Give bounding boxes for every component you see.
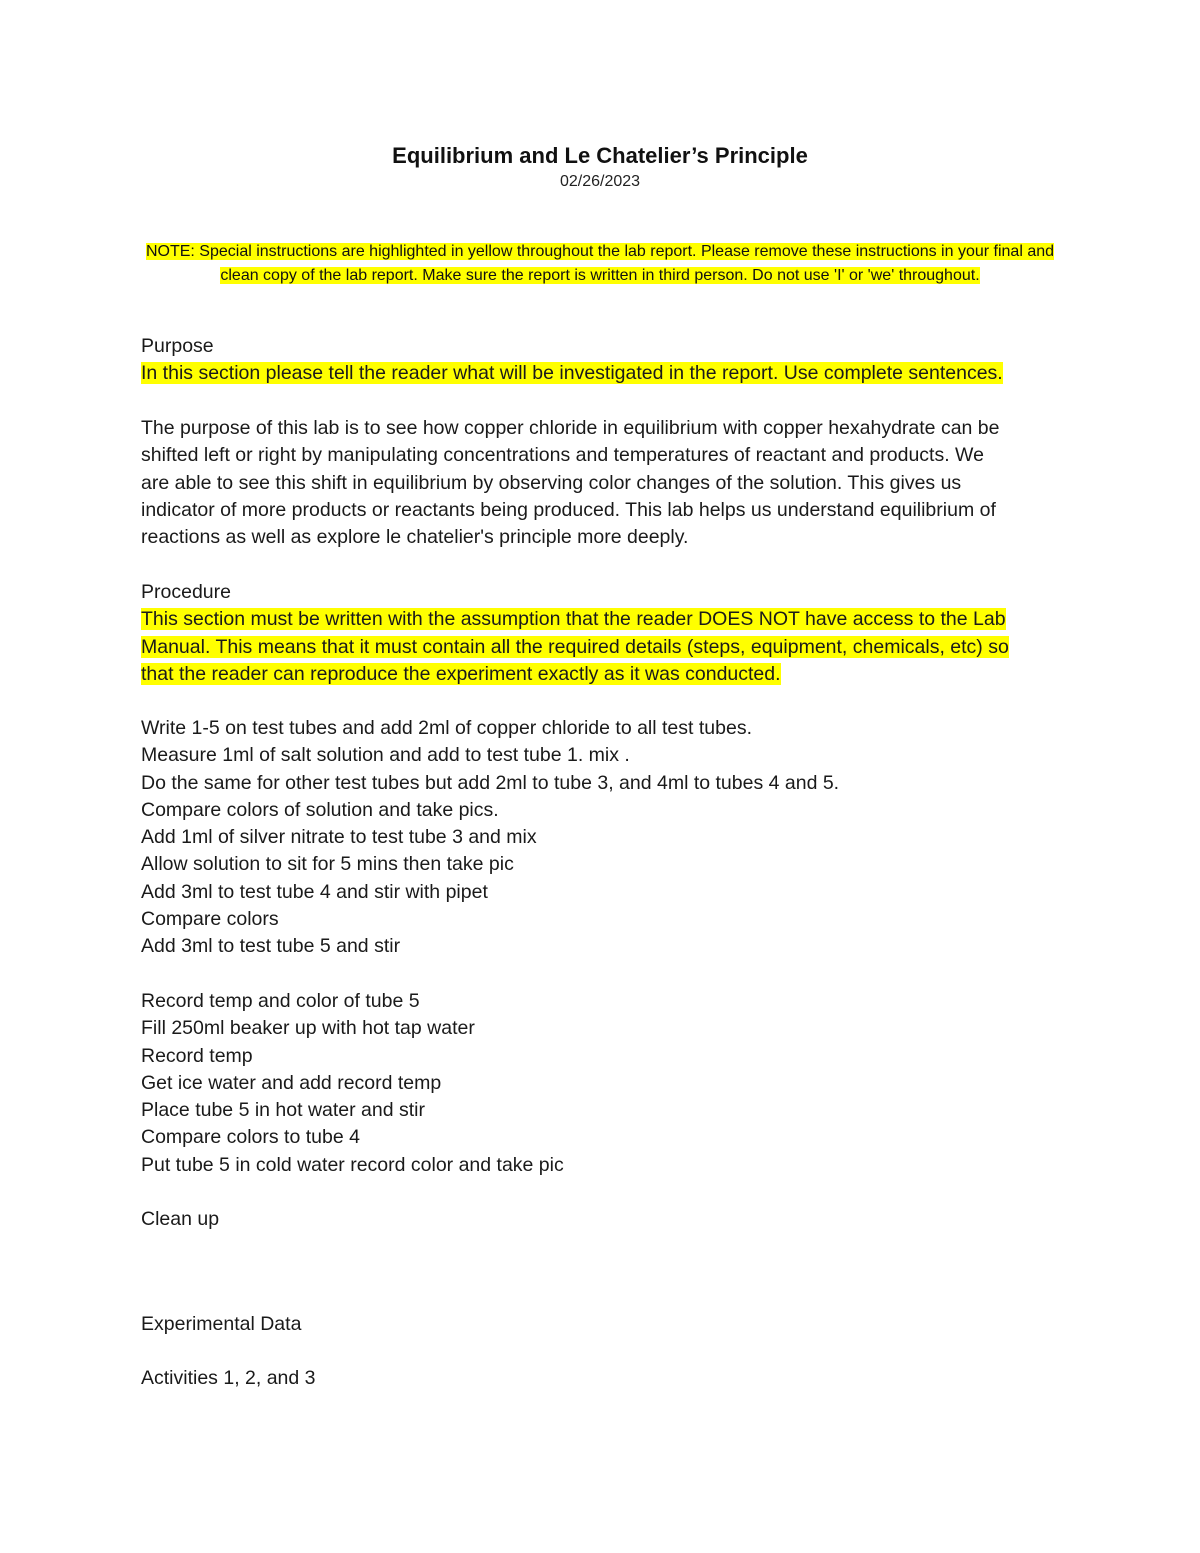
purpose-body (141, 415, 1061, 551)
procedure-step: Do the same for other test tubes but add 2ml to tube 3, and 4ml to tubes 4 and 5. (141, 771, 840, 794)
purpose-line: are able to see this shift in equilibrium by observing color changes of the solution. This gives us (141, 471, 962, 494)
purpose-heading: Purpose (141, 335, 214, 357)
activities-section (141, 1365, 1061, 1392)
procedure-step: Add 1ml of silver nitrate to test tube 3 and mix (141, 826, 537, 849)
procedure-section (141, 579, 1061, 688)
procedure-step: Record temp (141, 1044, 253, 1067)
procedure-step: Add 3ml to test tube 5 and stir (141, 935, 401, 958)
procedure-steps-part2 (141, 988, 1061, 1179)
procedure-step: Allow solution to sit for 5 mins then take pic (141, 853, 514, 876)
cleanup-step: Clean up (141, 1208, 220, 1230)
special-instructions-note (140, 240, 1060, 287)
document-title: Equilibrium and Le Chatelier’s Principle (392, 143, 808, 168)
document-date: 02/26/2023 (559, 173, 641, 190)
purpose-instruction: In this section please tell the reader what will be investigated in the report. Use complete sentences. (141, 362, 1003, 385)
procedure-step: Measure 1ml of salt solution and add to test tube 1. mix . (141, 744, 630, 767)
procedure-step: Record temp and color of tube 5 (141, 990, 420, 1012)
procedure-heading: Procedure (141, 581, 231, 603)
purpose-section (141, 333, 1061, 388)
procedure-step: Add 3ml to test tube 4 and stir with pipet (141, 880, 488, 903)
purpose-line: indicator of more products or reactants being produced. This lab helps us understand equilibrium of (141, 498, 996, 521)
procedure-instruction-line: that the reader can reproduce the experiment exactly as it was conducted. (141, 662, 781, 685)
note-highlight: NOTE: Special instructions are highlighted in yellow throughout the lab report. Please remove these instructions in your final and clean copy of the lab report. Make sure the report is written in third person. Do not use 'I' or 'we' throughout. (145, 243, 1055, 284)
purpose-line: reactions as well as explore le chatelier's principle more deeply. (141, 526, 689, 549)
procedure-instruction-line: Manual. This means that it must contain all the required details (steps, equipment, chemicals, etc) so (141, 635, 1009, 658)
procedure-cleanup (141, 1206, 1061, 1233)
procedure-steps-part1 (141, 715, 1061, 961)
procedure-step: Put tube 5 in cold water record color and take pic (141, 1153, 564, 1176)
procedure-instruction-line: This section must be written with the assumption that the reader DOES NOT have access to the Lab (141, 608, 1006, 631)
experimental-data-section (141, 1311, 1061, 1338)
purpose-line: The purpose of this lab is to see how copper chloride in equilibrium with copper hexahydrate can be (141, 417, 1000, 439)
purpose-line: shifted left or right by manipulating concentrations and temperatures of reactant and products. We (141, 444, 984, 467)
procedure-step: Compare colors of solution and take pics. (141, 798, 499, 821)
activities-heading: Activities 1, 2, and 3 (141, 1367, 316, 1389)
procedure-step: Fill 250ml beaker up with hot tap water (141, 1017, 475, 1040)
procedure-step: Compare colors to tube 4 (141, 1126, 360, 1149)
procedure-step: Get ice water and add record temp (141, 1071, 442, 1094)
procedure-step: Place tube 5 in hot water and stir (141, 1099, 425, 1122)
procedure-step: Compare colors (141, 908, 279, 931)
procedure-step: Write 1-5 on test tubes and add 2ml of copper chloride to all test tubes. (141, 717, 752, 739)
experimental-data-heading: Experimental Data (141, 1313, 302, 1335)
